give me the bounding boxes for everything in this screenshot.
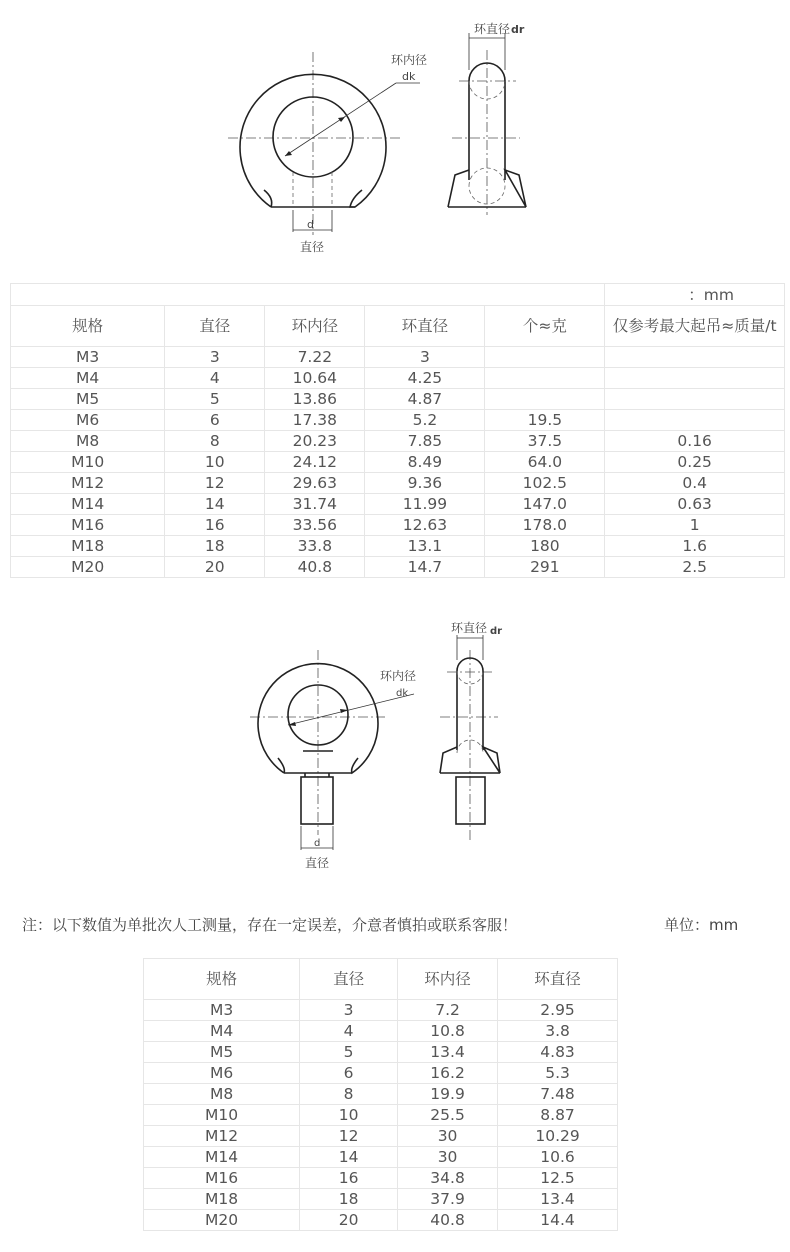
table-cell: 1 xyxy=(605,515,785,536)
table-cell: 4.87 xyxy=(365,389,485,410)
table-cell: 0.4 xyxy=(605,473,785,494)
eye-bolt-drawing xyxy=(0,610,790,880)
table-cell: 14.7 xyxy=(365,557,485,578)
table-cell: 8.87 xyxy=(498,1105,618,1126)
table-cell xyxy=(485,368,605,389)
table-row xyxy=(144,1063,618,1084)
table-cell: 19.9 xyxy=(398,1084,498,1105)
table-cell: M20 xyxy=(11,557,165,578)
table-cell: 6 xyxy=(165,410,265,431)
table-cell: 31.74 xyxy=(265,494,365,515)
table-cell: M18 xyxy=(11,536,165,557)
table-cell: M18 xyxy=(144,1189,300,1210)
table-cell: M14 xyxy=(144,1147,300,1168)
table-cell: M3 xyxy=(144,1000,300,1021)
table-cell: 13.4 xyxy=(398,1042,498,1063)
table-cell: 30 xyxy=(398,1147,498,1168)
table-cell: 8.49 xyxy=(365,452,485,473)
table-cell: M10 xyxy=(11,452,165,473)
table-cell: 20.23 xyxy=(265,431,365,452)
table-cell xyxy=(485,347,605,368)
table-cell: 3 xyxy=(365,347,485,368)
table-cell: 5.3 xyxy=(498,1063,618,1084)
header-row xyxy=(144,959,618,1000)
unit-label: 单位：mm xyxy=(664,916,739,934)
table-cell: 291 xyxy=(485,557,605,578)
table-cell: 34.8 xyxy=(398,1168,498,1189)
table-row xyxy=(11,452,785,473)
table-cell: 11.99 xyxy=(365,494,485,515)
table-row xyxy=(144,1210,618,1231)
table-cell: 12 xyxy=(300,1126,398,1147)
table-cell: M12 xyxy=(11,473,165,494)
table-cell: 12.5 xyxy=(498,1168,618,1189)
table-cell: 10 xyxy=(300,1105,398,1126)
table-cell: 12.63 xyxy=(365,515,485,536)
table-cell: M16 xyxy=(11,515,165,536)
table-cell: 18 xyxy=(300,1189,398,1210)
table-cell xyxy=(605,368,785,389)
eye-nut-drawing xyxy=(0,0,790,270)
table-cell: 14 xyxy=(300,1147,398,1168)
ring-diameter-symbol: dr xyxy=(511,23,525,36)
table-cell: 17.38 xyxy=(265,410,365,431)
table-row xyxy=(144,1126,618,1147)
column-header: 环内径 xyxy=(398,959,498,1000)
table-row xyxy=(144,1084,618,1105)
table-cell: 7.2 xyxy=(398,1000,498,1021)
table-cell: 147.0 xyxy=(485,494,605,515)
table-row xyxy=(144,1105,618,1126)
table-cell: M3 xyxy=(11,347,165,368)
table-cell: 7.22 xyxy=(265,347,365,368)
unit-row xyxy=(11,284,785,306)
table-cell: M6 xyxy=(11,410,165,431)
table-cell: 37.5 xyxy=(485,431,605,452)
unit-cell: ：mm xyxy=(605,284,785,306)
column-header: 环直径 xyxy=(365,306,485,347)
table-row xyxy=(144,1147,618,1168)
table-cell: M5 xyxy=(144,1042,300,1063)
table-row xyxy=(11,431,785,452)
table-cell: 10.6 xyxy=(498,1147,618,1168)
column-header: 规格 xyxy=(11,306,165,347)
table-cell: 13.86 xyxy=(265,389,365,410)
table-cell: 4 xyxy=(165,368,265,389)
table-cell: 33.8 xyxy=(265,536,365,557)
column-header: 仅参考最大起吊≈质量/t xyxy=(605,306,785,347)
table-cell: M4 xyxy=(11,368,165,389)
table-cell: 0.25 xyxy=(605,452,785,473)
table-cell: 4.25 xyxy=(365,368,485,389)
table-cell: M20 xyxy=(144,1210,300,1231)
table-cell: 4.83 xyxy=(498,1042,618,1063)
table-cell: 20 xyxy=(300,1210,398,1231)
table-cell: 24.12 xyxy=(265,452,365,473)
table-cell: 18 xyxy=(165,536,265,557)
table-cell: 10.29 xyxy=(498,1126,618,1147)
table-cell: 5 xyxy=(165,389,265,410)
table-cell: 12 xyxy=(165,473,265,494)
inner-diameter-symbol: dk xyxy=(402,70,416,83)
table-cell: 180 xyxy=(485,536,605,557)
table-cell: 40.8 xyxy=(265,557,365,578)
column-header: 环内径 xyxy=(265,306,365,347)
spec-table-1 xyxy=(10,283,785,578)
table-cell: 102.5 xyxy=(485,473,605,494)
column-header: 环直径 xyxy=(498,959,618,1000)
table-cell xyxy=(605,410,785,431)
column-header: 个≈克 xyxy=(485,306,605,347)
table-cell: 10.64 xyxy=(265,368,365,389)
table-row xyxy=(11,473,785,494)
table-cell: 0.16 xyxy=(605,431,785,452)
table-cell: 64.0 xyxy=(485,452,605,473)
table-cell: M5 xyxy=(11,389,165,410)
table-cell: 2.5 xyxy=(605,557,785,578)
table-cell: M6 xyxy=(144,1063,300,1084)
table-cell: 13.1 xyxy=(365,536,485,557)
table-cell: 6 xyxy=(300,1063,398,1084)
table-row xyxy=(11,557,785,578)
table-cell xyxy=(605,347,785,368)
table-cell: 8 xyxy=(165,431,265,452)
table-cell: 7.48 xyxy=(498,1084,618,1105)
table-row xyxy=(144,1189,618,1210)
table-cell: 10.8 xyxy=(398,1021,498,1042)
table-row xyxy=(144,1168,618,1189)
table-cell: M16 xyxy=(144,1168,300,1189)
table-cell: 30 xyxy=(398,1126,498,1147)
table-row xyxy=(144,1042,618,1063)
table-cell: 3 xyxy=(300,1000,398,1021)
header-row xyxy=(11,306,785,347)
inner-diameter-symbol: dk xyxy=(396,688,409,699)
table-cell: 16.2 xyxy=(398,1063,498,1084)
table-cell xyxy=(605,389,785,410)
table-cell: 0.63 xyxy=(605,494,785,515)
table-row xyxy=(11,536,785,557)
table-cell: 1.6 xyxy=(605,536,785,557)
column-header: 直径 xyxy=(300,959,398,1000)
table-cell: 3.8 xyxy=(498,1021,618,1042)
ring-diameter-label: 环直径 xyxy=(474,22,511,36)
measurement-note: 注：以下数值为单批次人工测量，存在一定误差，介意者慎拍或联系客服！ xyxy=(22,916,518,934)
table-row xyxy=(144,1000,618,1021)
thread-diameter-label: 直径 xyxy=(300,240,325,254)
column-header: 规格 xyxy=(144,959,300,1000)
table-cell: M8 xyxy=(144,1084,300,1105)
table-cell: 14 xyxy=(165,494,265,515)
table-row xyxy=(144,1021,618,1042)
table-row xyxy=(11,494,785,515)
table-cell: 9.36 xyxy=(365,473,485,494)
table-row xyxy=(11,347,785,368)
table-cell: M8 xyxy=(11,431,165,452)
table-cell: 7.85 xyxy=(365,431,485,452)
table-cell: M4 xyxy=(144,1021,300,1042)
table-cell: 5 xyxy=(300,1042,398,1063)
inner-diameter-label: 环内径 xyxy=(380,669,417,683)
table-cell: 4 xyxy=(300,1021,398,1042)
table-cell: M12 xyxy=(144,1126,300,1147)
table-cell: 3 xyxy=(165,347,265,368)
spec-table-2 xyxy=(143,958,618,1231)
table-cell: 16 xyxy=(300,1168,398,1189)
blank-cell xyxy=(11,284,605,306)
table-cell: 37.9 xyxy=(398,1189,498,1210)
thread-symbol: d xyxy=(314,838,321,849)
column-header: 直径 xyxy=(165,306,265,347)
ring-diameter-symbol: dr xyxy=(490,626,503,637)
table-cell: 8 xyxy=(300,1084,398,1105)
table-row xyxy=(11,410,785,431)
table-cell: 19.5 xyxy=(485,410,605,431)
table-cell: 13.4 xyxy=(498,1189,618,1210)
table-cell: 2.95 xyxy=(498,1000,618,1021)
table-cell: 10 xyxy=(165,452,265,473)
table-cell: 29.63 xyxy=(265,473,365,494)
table-cell: 25.5 xyxy=(398,1105,498,1126)
table-cell: 20 xyxy=(165,557,265,578)
table-cell xyxy=(485,389,605,410)
inner-diameter-label: 环内径 xyxy=(391,53,428,67)
thread-symbol: d xyxy=(307,218,314,231)
table-row xyxy=(11,389,785,410)
ring-diameter-label: 环直径 xyxy=(451,621,488,635)
table-row xyxy=(11,368,785,389)
table-cell: 33.56 xyxy=(265,515,365,536)
table-cell: M10 xyxy=(144,1105,300,1126)
table-cell: M14 xyxy=(11,494,165,515)
table-cell: 5.2 xyxy=(365,410,485,431)
table-cell: 178.0 xyxy=(485,515,605,536)
table-cell: 40.8 xyxy=(398,1210,498,1231)
table-cell: 16 xyxy=(165,515,265,536)
table-cell: 14.4 xyxy=(498,1210,618,1231)
thread-diameter-label: 直径 xyxy=(305,856,330,870)
table-row xyxy=(11,515,785,536)
